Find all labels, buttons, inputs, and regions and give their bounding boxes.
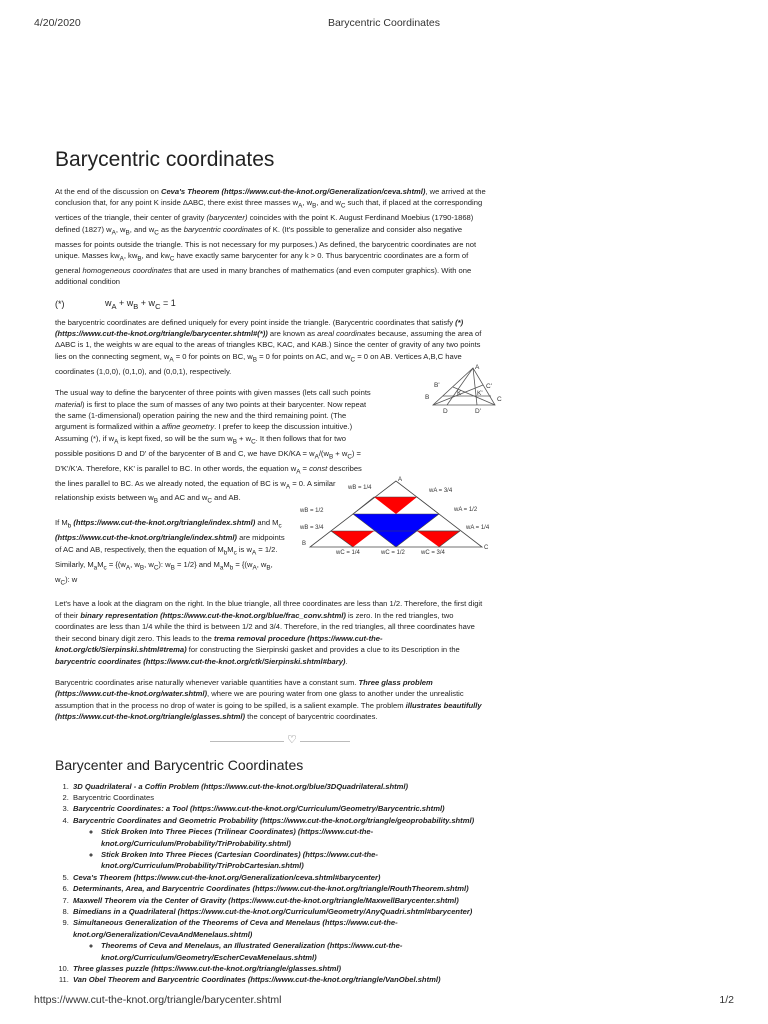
fig1-label-c: C: [497, 396, 502, 403]
list-item: [71, 883, 488, 894]
equation-label: (*): [55, 299, 65, 310]
link-ceva[interactable]: Ceva's Theorem (https://www.cut-the-knot.org/Generalization/ceva.shtml): [160, 187, 426, 196]
fig2-wa-three-quarter: wA = 3/4: [429, 488, 453, 494]
fig1-label-b: B: [425, 394, 430, 401]
print-title: Barycentric Coordinates: [327, 17, 441, 29]
list-link[interactable]: Barycentric Coordinates: a Tool (https://www.cut-the-knot.org/Curriculum/Geometry/Barycentric.shtml): [73, 804, 445, 814]
section-title: Barycenter and Barycentric Coordinates: [55, 756, 304, 773]
red-triangle-left: [331, 531, 374, 547]
link-mb[interactable]: (https://www.cut-the-knot.org/triangle/index.shtml): [73, 518, 256, 528]
fig2-wc-three-quarter: wC = 3/4: [421, 550, 445, 555]
paragraph-material: The usual way to define the barycenter of three points with given masses (lets call such points material) is first to place the sum of masses of any two points at their barycenter. Now repeat the same (1-dimensional) operation pairing the new and the third remaining point. (The argument is formalized within a affine geometry. I prefer to keep the discussion intuitive.) Assuming (*), if $w_A$ is kept fixed, so will be the sum $w_B + w_C$. It then follows that for two possible positions D and D' of the barycenter of B and C, we have $DK/KA = w_A/(w_B + w_C) = D'K'/K'A$. Therefore, KK' is parallel to BC. In other words, the equation $w_A$ = const describes the lines parallel to BC. As we already noted, the equation of BC is $w_A = 0$. A similar relationship exists between $w_B$ and AC and $w_C$ and AB.: [55, 388, 371, 505]
fig1-label-d: D: [443, 408, 448, 415]
list-link[interactable]: Ceva's Theorem (https://www.cut-the-knot.org/Generalization/ceva.shtml#barycenter): [73, 872, 381, 882]
list-link[interactable]: Van Obel Theorem and Barycentric Coordinates (https://www.cut-the-knot.org/triangle/VanObel.shtml): [73, 975, 441, 985]
list-item: 2. Barycentric Coordinates: [71, 792, 488, 803]
page-footer: [34, 994, 734, 1008]
flourish-icon: ♡: [284, 733, 300, 746]
sub-list-item: [101, 940, 488, 963]
list-link[interactable]: Maxwell Theorem via the Center of Gravity (https://www.cut-the-knot.org/triangle/MaxwellBarycenter.shtml): [73, 895, 459, 905]
fig2-wb-half: wB = 1/2: [300, 508, 324, 514]
paragraph-areal: the barycentric coordinates are defined uniquely for every point inside the triangle. (Barycentric coordinates that satisfy (*) (https://www.cut-the-knot.org/triangle/barycenter.shtml#(*)) are known as areal coordinates because, assuming the area of ΔABC is 1, the weights w are equal to the areas of triangles KBC, KAC, and KAB.) Since the center of gravity of any two points lies on the connecting segment, $w_A = 0$ for points on BC, $w_B = 0$ for points on AC, and $w_C = 0$ on AB. Vertices A,B,C have coordinates (1,0,0), (0,1,0), and (0,0,1), respectively.: [55, 317, 482, 376]
fig2-wb-three-quarter: wB = 3/4: [300, 525, 324, 531]
footer-url[interactable]: https://www.cut-the-knot.org/triangle/barycenter.shtml: [34, 994, 282, 1006]
list-link[interactable]: Bimedians in a Quadrilateral (https://www.cut-the-knot.org/Curriculum/Geometry/AnyQuadri.shtml#barycenter): [73, 907, 473, 916]
fig1-label-a: A: [475, 364, 480, 371]
page-header: [34, 17, 734, 31]
diag-line-4: [353, 497, 374, 514]
fig1-label-k: K: [457, 390, 462, 397]
fig2-wa-quarter: wA = 1/4: [466, 525, 490, 531]
list-item: [71, 974, 488, 985]
fig1-label-d1: D': [475, 408, 481, 415]
list-link[interactable]: Barycentric Coordinates and Geometric Probability (https://www.cut-the-knot.org/triangle/geoprobability.shtml): [73, 815, 475, 825]
list-link[interactable]: Three glasses puzzle (https://www.cut-the-knot.org/triangle/glasses.shtml): [73, 964, 342, 974]
fig2-label-a: A: [398, 477, 403, 483]
equation-body: $w_A + w_B + w_C = 1$: [105, 297, 176, 311]
paragraph-sierpinski: Let's have a look at the diagram on the right. In the blue triangle, all three coordinates are less than 1/2. Therefore, the first digit of their binary representation (https://www.cut-the-knot.org/blue/frac_conv.shtml) is zero. In the red triangles, two coordinates are less than 1/4 while the third is between 1/2 and 3/4. Therefore, in the red triangles, all three coordinates have their second binary digit zero. This leads to the trema removal procedure (https://www.cut-the-knot.org/ctk/Sierpinski.shtml#trema) for constructing the Sierpinski gasket and provides a clue to its Description in the barycentric coordinates (https://www.cut-the-knot.org/ctk/Sierpinski.shtml#bary).: [55, 599, 483, 666]
fig2-wb-quarter: wB = 1/4: [348, 485, 372, 491]
fig2-label-c: C: [484, 545, 489, 551]
fig2-wc-half: wC = 1/2: [381, 550, 405, 555]
list-link[interactable]: 3D Quadrilateral - a Coffin Problem (https://www.cut-the-knot.org/blue/3DQuadrilateral.shtml): [73, 781, 409, 791]
page-number: 1/2: [719, 994, 734, 1006]
list-item: [71, 963, 488, 974]
link-binary[interactable]: binary representation (https://www.cut-the-knot.org/blue/frac_conv.shtml): [80, 610, 346, 620]
page-title: Barycentric coordinates: [55, 148, 275, 171]
separator-line: [210, 741, 350, 742]
separator: [55, 733, 488, 749]
fig1-label-k1: K': [477, 390, 483, 397]
link-trema[interactable]: trema removal procedure (https://www.cut-the-knot.org/ctk/Sierpinski.shtml#trema): [55, 633, 383, 655]
fig2-wc-quarter: wC = 1/4: [336, 550, 360, 555]
blue-triangle: [353, 514, 439, 547]
list-item: [71, 815, 488, 872]
fig1-label-b1: B': [434, 382, 440, 389]
paragraph-glasses: Barycentric coordinates arise naturally whenever variable quantities have a constant sum. Three glass problem (https://www.cut-the-knot.org/water.shtml), where we are pouring water from one glass to another under the unrealistic assumption that in the process no drop of water is going to be spilled, is a salient example. The problem illustrates beautifully (https://www.cut-the-knot.org/triangle/glasses.shtml) the concept of barycentric coordinates.: [55, 677, 482, 722]
link-bary[interactable]: barycentric coordinates (https://www.cut-the-knot.org/ctk/Sierpinski.shtml#bary): [55, 656, 346, 666]
list-link[interactable]: Stick Broken Into Three Pieces (Cartesian Coordinates) (https://www.cut-the-knot.org/Curriculum/Probability/TriProbCartesian.shtml): [101, 849, 378, 871]
diag-line-3: [417, 497, 439, 514]
list-item: [71, 872, 488, 883]
list-link[interactable]: Theorems of Ceva and Menelaus, an Illustrated Generalization (https://www.cut-the-knot.org/Curriculum/Geometry/EscherCevaMenelaus.shtml): [101, 941, 403, 962]
red-triangle-right: [417, 531, 460, 547]
list-link[interactable]: Determinants, Area, and Barycentric Coordinates (https://www.cut-the-knot.org/triangle/RouthTheorem.shtml): [73, 884, 469, 894]
figure1-cevian-d: [447, 368, 473, 405]
article: [55, 148, 488, 986]
link-star[interactable]: (*) (https://www.cut-the-knot.org/triangle/barycenter.shtml#(*)): [55, 317, 464, 338]
link-mc[interactable]: (https://www.cut-the-knot.org/triangle/index.shtml): [55, 533, 237, 543]
fig2-wa-half: wA = 1/2: [454, 507, 478, 513]
figure-parallel-lines: [425, 363, 505, 415]
red-triangle-top: [374, 497, 417, 514]
sub-list-item: [101, 849, 488, 872]
fig1-label-c1: C': [486, 383, 492, 390]
link-water[interactable]: Three glass problem (https://www.cut-the-knot.org/water.shtml): [55, 677, 433, 699]
equation-sum: [55, 298, 488, 311]
list-item: [71, 917, 488, 963]
list-item: [71, 781, 488, 792]
print-date: 4/20/2020: [34, 17, 81, 29]
list-link[interactable]: Stick Broken Into Three Pieces (Trilinear Coordinates) (https://www.cut-the-knot.org/Curriculum/Probability/TriProbability.shtml): [101, 827, 374, 848]
paragraph-midpoints: If $M_b$ (https://www.cut-the-knot.org/triangle/index.shtml) and $M_c$ (https://www.cut-the-knot.org/triangle/index.shtml) are midpoints of AC and AB, respectively, then the equation of $M_bM_c$ is $w_A = 1/2$. Similarly, $M_aM_c = \{(w_A$, $w_B$, $w_C$): $w_B = 1/2$} and $M_aM_b = \{(w_A$, $w_B$, $w_C$): w: [55, 518, 285, 587]
figure-sierpinski: [296, 475, 496, 555]
paragraph-intro: At the end of the discussion on Ceva's Theorem (https://www.cut-the-knot.org/Generalization/ceva.shtml), we arrived at the conclusion that, for any point K inside ΔABC, there exist three masses $w_A$, $w_B$, and $w_C$ such that, if placed at the corresponding vertices of the triangle, their center of gravity (barycenter) coincides with the point K. August Ferdinand Moebius (1790-1868) defined (1827) $w_A$, $w_B$, and $w_C$ as the barycentric coordinates of K. (It's possible to generalize and consider also negative masses for points outside the triangle. This is not necessary for my purposes.) As defined, the barycentric coordinates are not unique. Masses $kw_A$, $kw_B$, and $kw_C$ have exactly same barycenter for any k > 0. Thus barycentric coordinates are a form of general homogeneous coordinates that are used in many branches of mathematics (and even computer graphics). With one additional condition: [55, 187, 486, 287]
list-link[interactable]: Simultaneous Generalization of the Theorems of Ceva and Menelaus (https://www.cut-the-knot.org/Generalization/CevaAndMenelaus.shtml): [73, 918, 398, 939]
list-item: [71, 906, 488, 917]
sub-list-item: [101, 826, 488, 849]
list-item: [71, 895, 488, 906]
link-glasses[interactable]: illustrates beautifully (https://www.cut-the-knot.org/triangle/glasses.shtml): [55, 700, 482, 722]
related-list: [55, 781, 488, 986]
list-item: [71, 803, 488, 814]
fig2-label-b: B: [302, 541, 307, 547]
